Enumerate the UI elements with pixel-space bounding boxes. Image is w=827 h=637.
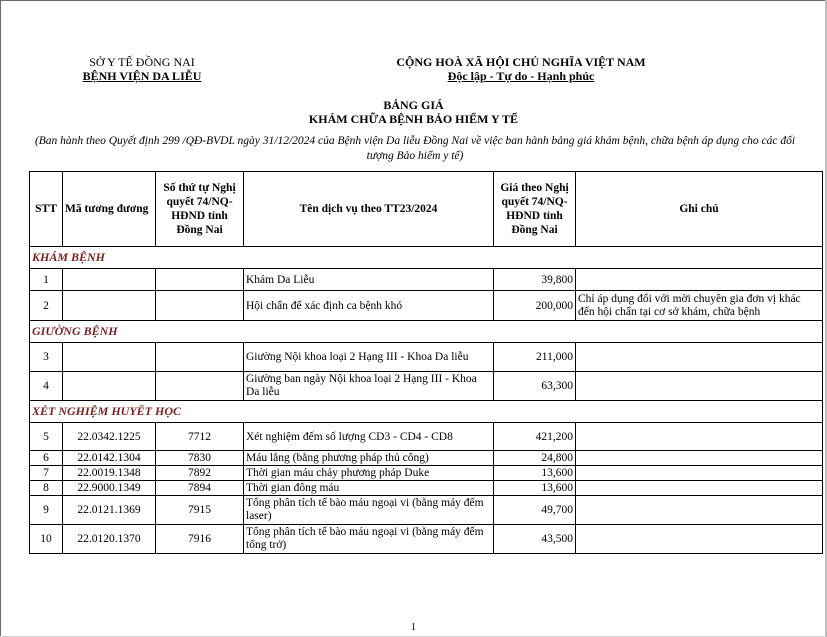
cell-stt: 6	[30, 451, 63, 466]
cell-ten: Tổng phân tích tế bào máu ngoại vi (bằng máy đếm tổng trở)	[244, 525, 494, 554]
cell-sott: 7892	[156, 466, 244, 481]
cell-sott: 7916	[156, 525, 244, 554]
section-row	[30, 321, 823, 343]
cell-ma: 22.0142.1304	[63, 451, 156, 466]
cell-gia: 13,600	[494, 481, 576, 496]
section-title: KHÁM BỆNH	[30, 247, 823, 269]
section-row	[30, 401, 823, 423]
cell-ten: Xét nghiệm đếm số lượng CD3 - CD4 - CD8	[244, 423, 494, 451]
table-row	[30, 423, 823, 451]
cell-ghichu	[576, 343, 823, 372]
cell-ten: Thời gian máu chảy phương pháp Duke	[244, 466, 494, 481]
cell-ghichu	[576, 481, 823, 496]
table-row	[30, 269, 823, 291]
section-title: GIƯỜNG BỆNH	[30, 321, 823, 343]
col-header-stt: STT	[30, 172, 63, 247]
cell-gia: 49,700	[494, 496, 576, 525]
cell-ghichu	[576, 269, 823, 291]
table-body	[30, 247, 823, 554]
cell-gia: 200,000	[494, 291, 576, 321]
table-row	[30, 525, 823, 554]
cell-stt: 4	[30, 372, 63, 401]
cell-sott	[156, 269, 244, 291]
cell-ten: Hội chẩn để xác định ca bệnh khó	[244, 291, 494, 321]
table-row	[30, 343, 823, 372]
cell-stt: 1	[30, 269, 63, 291]
cell-stt: 8	[30, 481, 63, 496]
cell-stt: 10	[30, 525, 63, 554]
cell-gia: 211,000	[494, 343, 576, 372]
cell-ghichu	[576, 423, 823, 451]
cell-stt: 5	[30, 423, 63, 451]
cell-ghichu	[576, 466, 823, 481]
agency-name: BỆNH VIỆN DA LIỄU	[82, 69, 202, 83]
page-frame-left	[0, 0, 1, 637]
cell-sott: 7894	[156, 481, 244, 496]
cell-ma	[63, 372, 156, 401]
cell-ten: Giường ban ngày Nội khoa loại 2 Hạng III - Khoa Da liễu	[244, 372, 494, 401]
col-header-ma: Mã tương đương	[63, 172, 156, 247]
table-row	[30, 451, 823, 466]
col-header-sott: Số thứ tự Nghị quyết 74/NQ-HĐND tỉnh Đồng Nai	[156, 172, 244, 247]
cell-stt: 9	[30, 496, 63, 525]
page-frame-top	[0, 0, 827, 1]
cell-gia: 13,600	[494, 466, 576, 481]
cell-ma: 22.0019.1348	[63, 466, 156, 481]
doc-subtitle: (Ban hành theo Quyết định 299 /QĐ-BVDL ngày 31/12/2024 của Bệnh viện Da liễu Đồng Nai về việc ban hành bảng giá khám bệnh, chữa bệnh áp dụng cho các đối tượng Bảo hiểm y tế)	[34, 135, 796, 162]
agency-header	[56, 55, 228, 83]
cell-ma	[63, 269, 156, 291]
cell-stt: 3	[30, 343, 63, 372]
cell-stt: 2	[30, 291, 63, 321]
cell-sott: 7830	[156, 451, 244, 466]
cell-ma	[63, 343, 156, 372]
cell-ten: Tổng phân tích tế bào máu ngoại vi (bằng máy đếm laser)	[244, 496, 494, 525]
cell-ma	[63, 291, 156, 321]
section-row	[30, 247, 823, 269]
section-title: XÉT NGHIỆM HUYẾT HỌC	[30, 401, 823, 423]
table-row	[30, 372, 823, 401]
cell-ma: 22.0342.1225	[63, 423, 156, 451]
cell-ten: Khám Da Liễu	[244, 269, 494, 291]
cell-sott: 7712	[156, 423, 244, 451]
table-row	[30, 481, 823, 496]
cell-ma: 22.0120.1370	[63, 525, 156, 554]
national-header	[380, 55, 662, 83]
cell-ma: 22.0121.1369	[63, 496, 156, 525]
cell-gia: 43,500	[494, 525, 576, 554]
cell-stt: 7	[30, 466, 63, 481]
cell-gia: 421,200	[494, 423, 576, 451]
table-header-row	[30, 172, 823, 247]
doc-title: BẢNG GIÁ	[383, 98, 444, 112]
cell-ten: Máu lắng (bằng phương pháp thủ công)	[244, 451, 494, 466]
table-row	[30, 496, 823, 525]
cell-gia: 39,800	[494, 269, 576, 291]
cell-gia: 24,800	[494, 451, 576, 466]
cell-ghichu: Chỉ áp dụng đối với mời chuyên gia đơn vị khác đến hội chẩn tại cơ sở khám, chữa bệnh	[576, 291, 823, 321]
cell-gia: 63,300	[494, 372, 576, 401]
col-header-ghichu: Ghi chú	[576, 172, 823, 247]
cell-ghichu	[576, 451, 823, 466]
cell-ten: Thời gian đông máu	[244, 481, 494, 496]
doc-title-sub: KHÁM CHỮA BỆNH BẢO HIỂM Y TẾ	[308, 112, 519, 126]
col-header-gia: Giá theo Nghị quyết 74/NQ-HĐND tỉnh Đồng Nai	[494, 172, 576, 247]
cell-sott	[156, 343, 244, 372]
cell-ghichu	[576, 496, 823, 525]
col-header-ten: Tên dịch vụ theo TT23/2024	[244, 172, 494, 247]
cell-ten: Giường Nội khoa loại 2 Hạng III - Khoa Da liễu	[244, 343, 494, 372]
page-number: 1	[411, 622, 416, 633]
cell-ghichu	[576, 525, 823, 554]
cell-ghichu	[576, 372, 823, 401]
cell-sott: 7915	[156, 496, 244, 525]
price-table	[29, 171, 823, 554]
table-row	[30, 466, 823, 481]
cell-sott	[156, 291, 244, 321]
cell-sott	[156, 372, 244, 401]
cell-ma: 22.9000.1349	[63, 481, 156, 496]
national-motto: Độc lập - Tự do - Hạnh phúc	[447, 69, 595, 83]
table-row	[30, 291, 823, 321]
national-title: CỘNG HOÀ XÃ HỘI CHỦ NGHĨA VIỆT NAM	[396, 55, 646, 69]
agency-parent: SỞ Y TẾ ĐỒNG NAI	[89, 55, 195, 69]
